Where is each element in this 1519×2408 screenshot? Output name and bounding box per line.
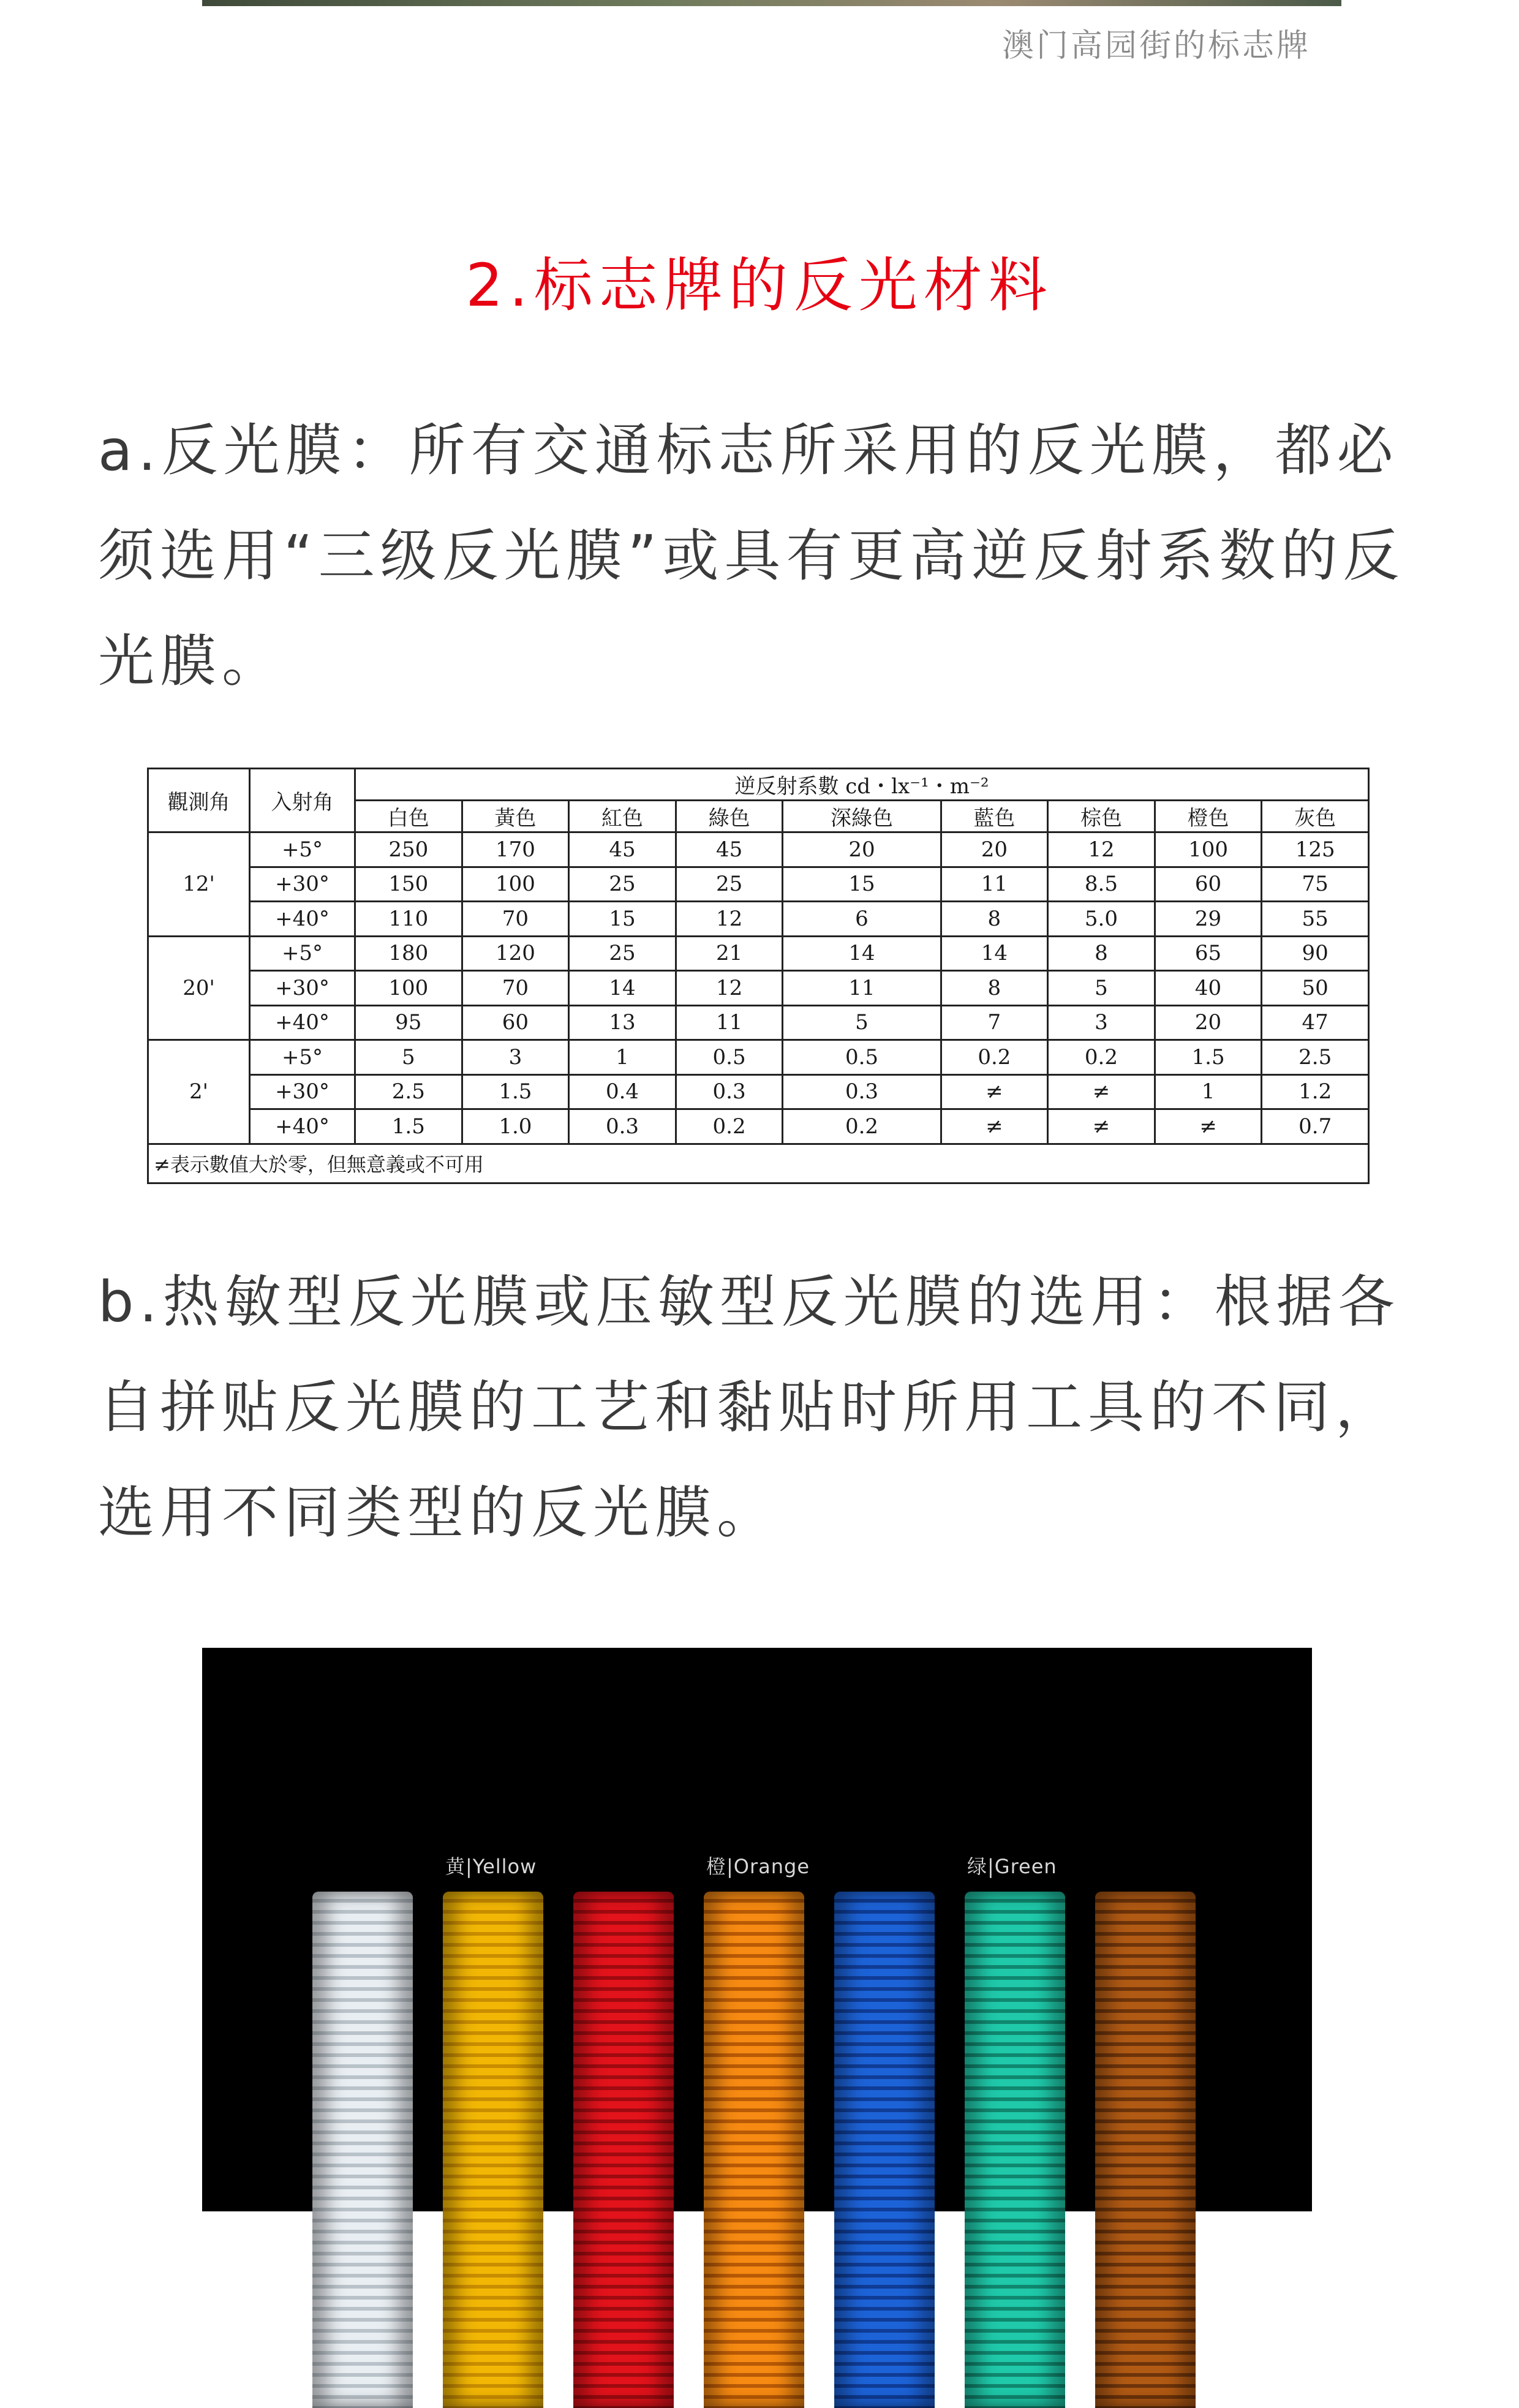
coefficient-cell: 12 (1048, 832, 1155, 867)
coefficient-cell: 20 (783, 832, 941, 867)
paragraph-film-type-selection: b.热敏型反光膜或压敏型反光膜的选用：根据各自拼贴反光膜的工艺和黏贴时所用工具的不同，选用不同类型的反光膜。 (98, 1269, 1400, 1546)
entrance-angle-cell: +30° (250, 971, 355, 1006)
coefficient-cell: 14 (783, 936, 941, 971)
header-color: 橙色 (1155, 801, 1262, 832)
coefficient-cell: ≠ (1048, 1109, 1155, 1144)
sheeting-roll (443, 1892, 543, 2408)
sheeting-roll (704, 1892, 804, 2408)
coefficient-cell: 65 (1155, 936, 1262, 971)
coefficient-cell: 0.2 (676, 1109, 783, 1144)
table-note-row (148, 1144, 1369, 1183)
entrance-angle-cell: +40° (250, 1005, 355, 1040)
coefficient-cell: ≠ (941, 1074, 1048, 1109)
coefficient-cell: 100 (1155, 832, 1262, 867)
table-row (148, 971, 1369, 1006)
coefficient-cell: 29 (1155, 902, 1262, 937)
coefficient-cell: 180 (355, 936, 462, 971)
entrance-angle-cell: +5° (250, 936, 355, 971)
header-color: 深綠色 (783, 801, 941, 832)
coefficient-cell: 100 (462, 867, 569, 902)
entrance-angle-cell: +40° (250, 1109, 355, 1144)
observation-angle-cell: 2' (148, 1040, 250, 1144)
coefficient-cell: 5 (1048, 971, 1155, 1006)
coefficient-cell: 0.7 (1262, 1109, 1369, 1144)
coefficient-cell: 1 (1155, 1074, 1262, 1109)
retroreflection-table (147, 768, 1370, 1184)
header-color: 棕色 (1048, 801, 1155, 832)
section-title: 2.标志牌的反光材料 (466, 251, 1054, 320)
coefficient-cell: 20 (1155, 1005, 1262, 1040)
table-note: ≠表示數值大於零，但無意義或不可用 (148, 1144, 1369, 1183)
street-sign-photo-bottom-edge (202, 0, 1341, 6)
coefficient-cell: 8 (941, 971, 1048, 1006)
entrance-angle-cell: +5° (250, 1040, 355, 1075)
coefficient-cell: 60 (462, 1005, 569, 1040)
roll-color-label: 橙|Orange (706, 1855, 810, 1878)
coefficient-cell: 7 (941, 1005, 1048, 1040)
table-row (148, 1040, 1369, 1075)
table-row (148, 936, 1369, 971)
coefficient-cell: 0.2 (783, 1109, 941, 1144)
coefficient-cell: 100 (355, 971, 462, 1006)
coefficient-cell: 47 (1262, 1005, 1369, 1040)
coefficient-cell: 90 (1262, 936, 1369, 971)
sheeting-roll (834, 1892, 935, 2408)
coefficient-cell: 170 (462, 832, 569, 867)
sheeting-roll (1095, 1892, 1196, 2408)
roll-color-label: 黄|Yellow (445, 1855, 537, 1878)
observation-angle-cell: 20' (148, 936, 250, 1040)
header-retroreflection-coefficient: 逆反射系數 cd・lx⁻¹・m⁻² (355, 769, 1369, 801)
coefficient-cell: 250 (355, 832, 462, 867)
roll-color-label: 绿|Green (967, 1855, 1057, 1878)
coefficient-cell: 0.5 (783, 1040, 941, 1075)
coefficient-cell: 2.5 (355, 1074, 462, 1109)
coefficient-cell: 75 (1262, 867, 1369, 902)
coefficient-cell: 60 (1155, 867, 1262, 902)
entrance-angle-cell: +30° (250, 1074, 355, 1109)
table-row (148, 832, 1369, 867)
coefficient-cell: 0.2 (941, 1040, 1048, 1075)
coefficient-cell: 95 (355, 1005, 462, 1040)
coefficient-cell: 0.3 (676, 1074, 783, 1109)
observation-angle-cell: 12' (148, 832, 250, 937)
coefficient-cell: 1.5 (355, 1109, 462, 1144)
coefficient-cell: 25 (569, 867, 676, 902)
coefficient-cell: 20 (941, 832, 1048, 867)
coefficient-cell: 11 (676, 1005, 783, 1040)
coefficient-cell: 110 (355, 902, 462, 937)
header-entrance-angle: 入射角 (250, 769, 355, 832)
coefficient-cell: 6 (783, 902, 941, 937)
coefficient-cell: 2.5 (1262, 1040, 1369, 1075)
coefficient-cell: 5 (355, 1040, 462, 1075)
table-row (148, 1074, 1369, 1109)
coefficient-cell: 0.3 (569, 1109, 676, 1144)
coefficient-cell: 12 (676, 971, 783, 1006)
coefficient-cell: 50 (1262, 971, 1369, 1006)
entrance-angle-cell: +30° (250, 867, 355, 902)
entrance-angle-cell: +5° (250, 832, 355, 867)
coefficient-cell: 8 (1048, 936, 1155, 971)
coefficient-cell: 12 (676, 902, 783, 937)
coefficient-cell: 40 (1155, 971, 1262, 1006)
entrance-angle-cell: +40° (250, 902, 355, 937)
coefficient-cell: 70 (462, 971, 569, 1006)
header-color: 藍色 (941, 801, 1048, 832)
coefficient-cell: 1.5 (462, 1074, 569, 1109)
coefficient-cell: 150 (355, 867, 462, 902)
coefficient-cell: 0.2 (1048, 1040, 1155, 1075)
coefficient-cell: 11 (941, 867, 1048, 902)
header-color: 紅色 (569, 801, 676, 832)
table-row (148, 867, 1369, 902)
coefficient-cell: 1 (569, 1040, 676, 1075)
paragraph-reflective-film: a.反光膜：所有交通标志所采用的反光膜，都必须选用“三级反光膜”或具有更高逆反射系数的反光膜。 (98, 418, 1405, 694)
coefficient-cell: 14 (941, 936, 1048, 971)
coefficient-cell: 1.2 (1262, 1074, 1369, 1109)
coefficient-cell: 70 (462, 902, 569, 937)
coefficient-cell: 0.5 (676, 1040, 783, 1075)
coefficient-cell: 25 (569, 936, 676, 971)
coefficient-cell: 1.5 (1155, 1040, 1262, 1075)
coefficient-cell: 15 (783, 867, 941, 902)
coefficient-cell: 125 (1262, 832, 1369, 867)
coefficient-cell: 0.4 (569, 1074, 676, 1109)
coefficient-cell: 15 (569, 902, 676, 937)
reflective-sheeting-rolls-photo (202, 1648, 1312, 2408)
sheeting-roll (312, 1892, 413, 2408)
coefficient-cell: 120 (462, 936, 569, 971)
coefficient-cell: 5 (783, 1005, 941, 1040)
coefficient-cell: 45 (676, 832, 783, 867)
sheeting-roll (573, 1892, 674, 2408)
coefficient-cell: 11 (783, 971, 941, 1006)
coefficient-cell: 25 (676, 867, 783, 902)
sheeting-roll (965, 1892, 1065, 2408)
coefficient-cell: 8.5 (1048, 867, 1155, 902)
coefficient-cell: ≠ (941, 1109, 1048, 1144)
coefficient-cell: 8 (941, 902, 1048, 937)
coefficient-cell: 1.0 (462, 1109, 569, 1144)
header-color: 白色 (355, 801, 462, 832)
header-color: 黃色 (462, 801, 569, 832)
coefficient-cell: 0.3 (783, 1074, 941, 1109)
header-color: 灰色 (1262, 801, 1369, 832)
table-row (148, 902, 1369, 937)
coefficient-cell: 5.0 (1048, 902, 1155, 937)
photo-caption: 澳门高园街的标志牌 (1001, 28, 1311, 64)
coefficient-cell: 13 (569, 1005, 676, 1040)
table-row (148, 1005, 1369, 1040)
coefficient-cell: 3 (462, 1040, 569, 1075)
coefficient-cell: 45 (569, 832, 676, 867)
coefficient-cell: ≠ (1048, 1074, 1155, 1109)
header-color: 綠色 (676, 801, 783, 832)
coefficient-cell: 3 (1048, 1005, 1155, 1040)
coefficient-cell: 55 (1262, 902, 1369, 937)
coefficient-cell: 21 (676, 936, 783, 971)
coefficient-cell: ≠ (1155, 1109, 1262, 1144)
header-observation-angle: 觀測角 (148, 769, 250, 832)
coefficient-cell: 14 (569, 971, 676, 1006)
table-row (148, 1109, 1369, 1144)
